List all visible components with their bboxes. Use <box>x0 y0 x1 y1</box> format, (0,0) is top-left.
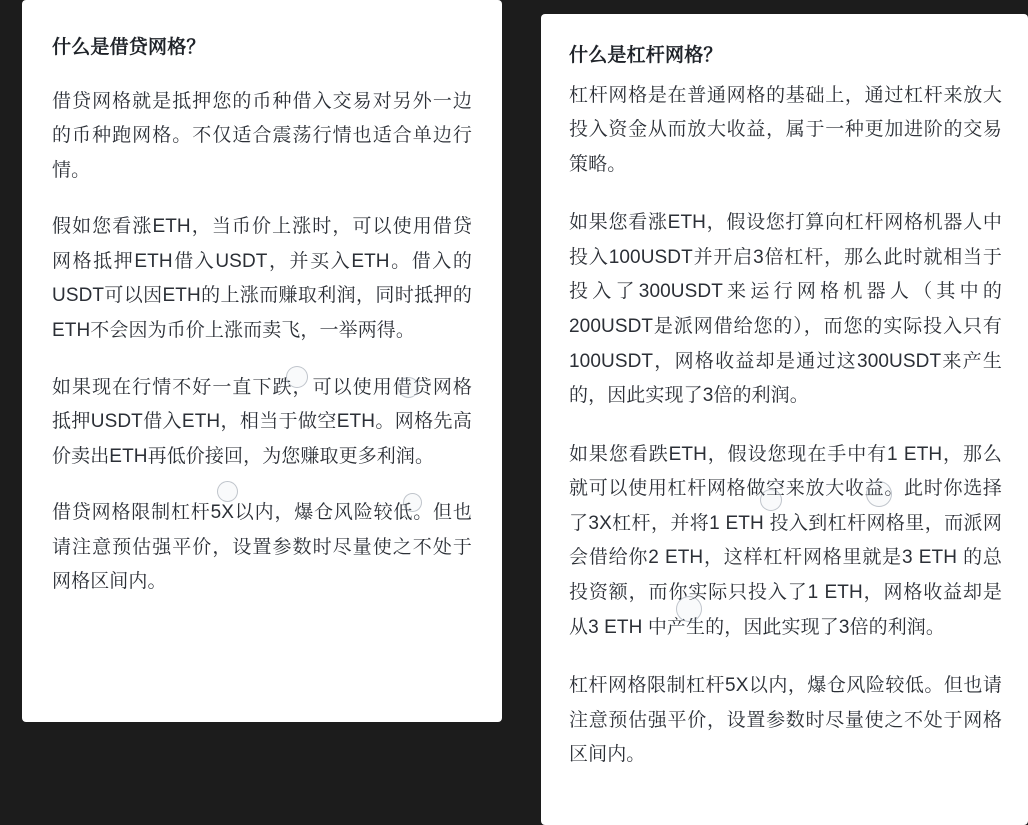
leverage-grid-title: 什么是杠杆网格？ <box>569 45 723 66</box>
lending-grid-paragraph-3: 如果现在行情不好一直下跌，可以使用借贷网格抵押USDT借入ETH，相当于做空ETH。网格先高价卖出ETH再低价接回，为您赚取更多利润。 <box>52 376 472 467</box>
leverage-grid-paragraph-4: 杠杆网格限制杠杆5X以内，爆仓风险较低。但也请注意预估强平价，设置参数时尽量使之不处于网格区间内。 <box>569 675 1002 766</box>
lending-grid-paragraph-1: 借贷网格就是抵押您的币种借入交易对另外一边的币种跑网格。不仅适合震荡行情也适合单边行情。 <box>52 90 472 181</box>
leverage-grid-info-card <box>541 14 1028 825</box>
leverage-grid-paragraph-2: 如果您看涨ETH，假设您打算向杠杆网格机器人中投入100USDT并开启3倍杠杆，那么此时就相当于投入了300USDT来运行网格机器人（其中的200USDT是派网借给您的），而您的实际投入只有100USDT，网格收益却是通过这300USDT来产生的，因此实现了3倍的利润。 <box>569 212 1002 407</box>
leverage-grid-paragraph-1: 杠杆网格是在普通网格的基础上，通过杠杆来放大投入资金从而放大收益，属于一种更加进阶的交易策略。 <box>569 84 1002 175</box>
lending-grid-title: 什么是借贷网格？ <box>52 37 206 58</box>
lending-grid-paragraph-4: 借贷网格限制杠杆5X以内，爆仓风险较低。但也请注意预估强平价，设置参数时尽量使之不处于网格区间内。 <box>52 502 472 593</box>
leverage-grid-paragraph-3: 如果您看跌ETH，假设您现在手中有1 ETH，那么就可以使用杠杆网格做空来放大收益。此时你选择了3X杠杆，并将1 ETH 投入到杠杆网格里，而派网会借给你2 ETH，这样杠杆网格里就是3 ETH 的总投资额，而你实际只投入了1 ETH，网格收益却是从3 ETH 中产生的，因此实现了3倍的利润。 <box>569 443 1002 638</box>
lending-grid-paragraph-2: 假如您看涨ETH，当币价上涨时，可以使用借贷网格抵押ETH借入USDT，并买入ETH。借入的USDT可以因ETH的上涨而赚取利润，同时抵押的ETH不会因为币价上涨而卖飞，一举两得。 <box>52 216 472 341</box>
lending-grid-info-card <box>22 0 502 722</box>
